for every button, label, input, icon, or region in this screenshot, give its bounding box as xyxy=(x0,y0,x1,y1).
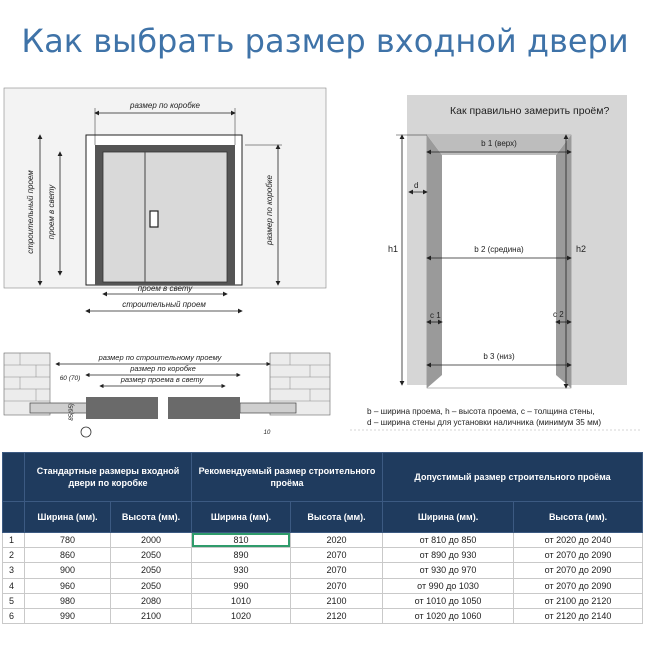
table-cell: 2 xyxy=(3,548,25,563)
table-cell: от 1010 до 1050 xyxy=(383,593,514,608)
measure-question: Как правильно замерить проём? xyxy=(450,105,610,117)
subheader-width: Ширина (мм). xyxy=(25,502,111,533)
label-10: 10 xyxy=(263,430,271,436)
header-corner xyxy=(3,453,25,502)
label-po-stroitelnomu: размер по строительному проему xyxy=(98,353,222,362)
table-cell: 1 xyxy=(3,533,25,548)
table-cell: от 890 до 930 xyxy=(383,548,514,563)
table-row xyxy=(3,578,643,593)
lock-cylinder xyxy=(81,427,91,437)
table-cell: 980 xyxy=(25,593,111,608)
label-85-95: 85(95) xyxy=(69,403,75,421)
label-stroitelny-proem-h: строительный проем xyxy=(122,300,206,309)
label-proem-v-svetu-h: проем в свету xyxy=(137,284,193,293)
label-po-korobke: размер по коробке xyxy=(130,364,196,373)
casing-right xyxy=(240,403,296,413)
subheader-width: Ширина (мм). xyxy=(383,502,514,533)
table-row xyxy=(3,548,643,563)
subheader-corner xyxy=(3,502,25,533)
table-cell: 2050 xyxy=(111,548,192,563)
label-d: d xyxy=(414,181,419,190)
label-proem-v-svetu-v: проем в свету xyxy=(47,184,56,240)
table-cell: 2120 xyxy=(291,608,383,623)
table-cell: от 2070 до 2090 xyxy=(514,548,643,563)
table-cell: 2070 xyxy=(291,563,383,578)
door-handle xyxy=(150,211,158,227)
table-cell: 2070 xyxy=(291,578,383,593)
table-row xyxy=(3,608,643,623)
table-cell: 2100 xyxy=(291,593,383,608)
door-section-left xyxy=(86,397,158,419)
table-cell: от 990 до 1030 xyxy=(383,578,514,593)
table-cell: 3 xyxy=(3,563,25,578)
table-row xyxy=(3,533,643,548)
table-cell: 2020 xyxy=(291,533,383,548)
table-cell: 2000 xyxy=(111,533,192,548)
subheader-height: Высота (мм). xyxy=(291,502,383,533)
table-cell: 2080 xyxy=(111,593,192,608)
label-b2: b 2 (средина) xyxy=(474,245,524,254)
subheader-height: Высота (мм). xyxy=(514,502,643,533)
table-cell: 1010 xyxy=(192,593,291,608)
label-c1: c 1 xyxy=(430,311,441,320)
label-c2: c 2 xyxy=(553,310,564,319)
table-cell: 1020 xyxy=(192,608,291,623)
door-elevation-diagram xyxy=(4,88,326,311)
label-stroitelny-proem-v: строительный проем xyxy=(26,170,35,254)
table-cell: 890 xyxy=(192,548,291,563)
table-row xyxy=(3,563,643,578)
table-cell: 860 xyxy=(25,548,111,563)
label-b1: b 1 (верх) xyxy=(481,139,517,148)
label-h1: h1 xyxy=(388,244,399,254)
door-leaf xyxy=(103,152,227,282)
table-cell: 2050 xyxy=(111,578,192,593)
table-cell: 780 xyxy=(25,533,111,548)
label-proema-v-svetu: размер проема в свету xyxy=(120,375,204,384)
label-b3: b 3 (низ) xyxy=(483,352,515,361)
door-section-right xyxy=(168,397,240,419)
header-recommended: Рекомендуемый размер строительного проёма xyxy=(192,453,383,502)
table-cell: 990 xyxy=(192,578,291,593)
label-po-korobke-v: размер по коробке xyxy=(265,175,274,245)
reveal-right xyxy=(556,135,571,388)
table-cell: от 2100 до 2120 xyxy=(514,593,643,608)
table-cell: 2100 xyxy=(111,608,192,623)
table-cell: 900 xyxy=(25,563,111,578)
label-60-70: 60 (70) xyxy=(59,375,81,382)
table-cell: от 1020 до 1060 xyxy=(383,608,514,623)
table-cell: 4 xyxy=(3,578,25,593)
table-cell: 2050 xyxy=(111,563,192,578)
subheader-width: Ширина (мм). xyxy=(192,502,291,533)
measurement-diagram xyxy=(350,95,640,430)
door-size-table xyxy=(2,452,643,624)
legend-line-2: d – ширина стены для установки наличника (минимум 35 мм) xyxy=(367,418,602,427)
table-cell: от 810 до 850 xyxy=(383,533,514,548)
table-cell: 810 xyxy=(192,533,291,548)
table-cell: 960 xyxy=(25,578,111,593)
casing-left xyxy=(30,403,88,413)
table-cell: 990 xyxy=(25,608,111,623)
page-title: Как выбрать размер входной двери xyxy=(21,22,629,60)
table-cell: 5 xyxy=(3,593,25,608)
header-allowed: Допустимый размер строительного проёма xyxy=(383,453,643,502)
table-cell: 930 xyxy=(192,563,291,578)
table-cell: 2070 xyxy=(291,548,383,563)
table-cell: от 2070 до 2090 xyxy=(514,578,643,593)
header-standard: Стандартные размеры входной двери по коробке xyxy=(25,453,192,502)
table-cell: от 2020 до 2040 xyxy=(514,533,643,548)
reveal-left xyxy=(427,135,442,388)
table-cell: от 2070 до 2090 xyxy=(514,563,643,578)
label-po-korobke-top: размер по коробке xyxy=(130,101,200,110)
table-row xyxy=(3,593,643,608)
table-cell: 6 xyxy=(3,608,25,623)
opening-outline xyxy=(427,135,571,388)
legend-line-1: b – ширина проема, h – высота проема, c – толщина стены, xyxy=(367,407,595,416)
label-h2: h2 xyxy=(576,244,587,254)
subheader-height: Высота (мм). xyxy=(111,502,192,533)
door-plan-diagram xyxy=(4,353,330,437)
table-cell: от 930 до 970 xyxy=(383,563,514,578)
table-cell: от 2120 до 2140 xyxy=(514,608,643,623)
